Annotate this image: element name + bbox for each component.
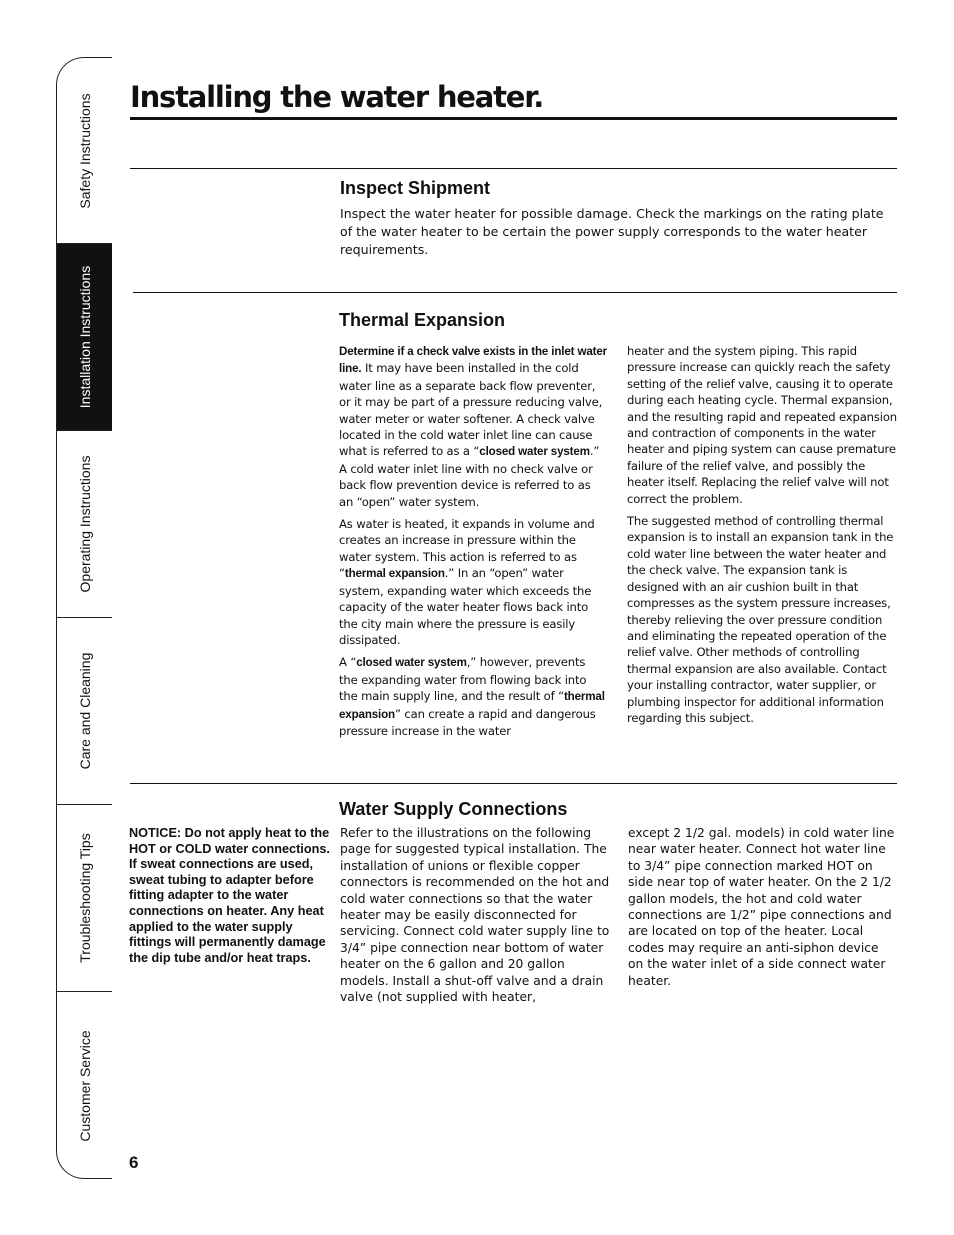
tab-label: Care and Cleaning [77, 652, 93, 770]
page-title: Installing the water heater. [130, 80, 544, 114]
tab-label: Operating Instructions [77, 455, 93, 593]
tab-customer-service[interactable] [57, 992, 112, 1179]
text-run: It may have been installed in the cold water line as a separate back flow preventer, or it may be part of a pressure reducing valve, water meter or water softener. A check valve located in the cold water inlet line can cause what is referred to as a “ [339, 361, 603, 459]
notice-text: NOTICE: Do not apply heat to the HOT or COLD water connections. If sweat connections are used, sweat tubing to adapter before fitting adapter to the water connections on heater. Any heat applied to the water supply fittings will permanently damage the dip tube and/or heat traps. [129, 826, 330, 965]
inspect-body: Inspect the water heater for possible damage. Check the markings on the rating plate of the water heater to be certain the power supply corresponds to the water heater requirements. [340, 206, 884, 257]
tab-label: Customer Service [77, 1030, 93, 1142]
thermal-paragraph [339, 654, 607, 739]
page-number: 6 [129, 1153, 139, 1172]
term-closed-water-system: closed water system [479, 445, 590, 459]
tab-label: Troubleshooting Tips [77, 833, 93, 963]
section-divider [130, 168, 897, 169]
text-run: ” can create a rapid and dangerous pressure increase in the water [339, 706, 596, 738]
tab-installation-instructions[interactable] [57, 244, 112, 431]
term-thermal-expansion: thermal expansion [339, 690, 605, 721]
text-run: As water is heated, it expands in volume and creates an increase in pressure within the water system. This action is referred to as “ [339, 517, 595, 581]
inspect-heading: Inspect Shipment [340, 178, 491, 198]
tab-troubleshooting-tips[interactable] [57, 805, 112, 992]
section-divider [133, 292, 897, 293]
tab-label: Safety Instructions [77, 92, 93, 209]
term-thermal-expansion: thermal expansion [344, 567, 445, 581]
thermal-paragraph [339, 516, 607, 648]
thermal-column-right [627, 343, 897, 732]
water-supply-column-right: except 2 1/2 gal. models) in cold water line near water heater. Connect hot water line to 3/4” pipe connection marked HOT on side near top of water heater. On the 2 1/2 gallon models, the hot and cold water connections are 1/2” pipe connections and are located on top of the heater. Local codes may require an anti-siphon device on the water inlet of a side connect water heater. [628, 826, 895, 988]
thermal-heading: Thermal Expansion [339, 310, 506, 330]
text-run: ,” however, prevents the expanding water from flowing back into the main supply line, and the result of “ [339, 655, 587, 704]
tab-care-and-cleaning[interactable] [57, 618, 112, 805]
section-divider [130, 783, 897, 784]
tab-label: Installation Instructions [77, 265, 93, 409]
text-run: A “ [339, 655, 357, 670]
thermal-paragraph [339, 343, 607, 510]
text-run: .” A cold water inlet line with no check valve or back flow prevention device is referred to as an “open” water system. [339, 444, 600, 509]
tab-safety-instructions[interactable] [57, 58, 112, 244]
text-run: .” In an “open” water system, expanding water which exceeds the capacity of the water heater flows back into the city main where the pressure is easily dissipated. [339, 566, 592, 647]
title-rule [130, 117, 897, 120]
check-valve-lead: Determine if a check valve exists in the inlet water line. [339, 345, 607, 376]
water-supply-column-left: Refer to the illustrations on the following page for suggested typical installation. The installation of unions or flexible copper connectors is recommended on the hot and cold water connections so that the water heater may be easily disconnected for servicing. Connect cold water supply line to 3/4” pipe connection near bottom of water heater on the 6 gallon and 20 gallon models. Install a shut-off valve and a drain valve (not supplied with heater, [340, 826, 610, 1005]
thermal-paragraph: The suggested method of controlling thermal expansion is to install an expansion tank in the cold water line between the water heater and the check valve. The expansion tank is designed with an air cushion built in that compresses as the system pressure increases, thereby relieving the over pressure condition and eliminating the repeated operation of the relief valve. Other methods of controlling thermal expansion are also available. Contact your installing contractor, water supplier, or plumbing inspector for additional information regarding this subject. [627, 514, 894, 725]
term-closed-water-system: closed water system [356, 656, 467, 670]
thermal-paragraph: heater and the system piping. This rapid pressure increase can quickly reach the safety setting of the relief valve, causing it to operate during each heating cycle. Thermal expansion, and the resulting rapid and repeated expansion and contraction of components in the water heater and piping system can cause premature failure of the relief valve, and possibly the heater itself. Replacing the relief valve will not correct the problem. [627, 344, 897, 506]
tab-operating-instructions[interactable] [57, 431, 112, 618]
side-tab-bar [56, 57, 112, 1179]
thermal-column-left [339, 343, 607, 745]
water-supply-heading: Water Supply Connections [339, 799, 568, 819]
